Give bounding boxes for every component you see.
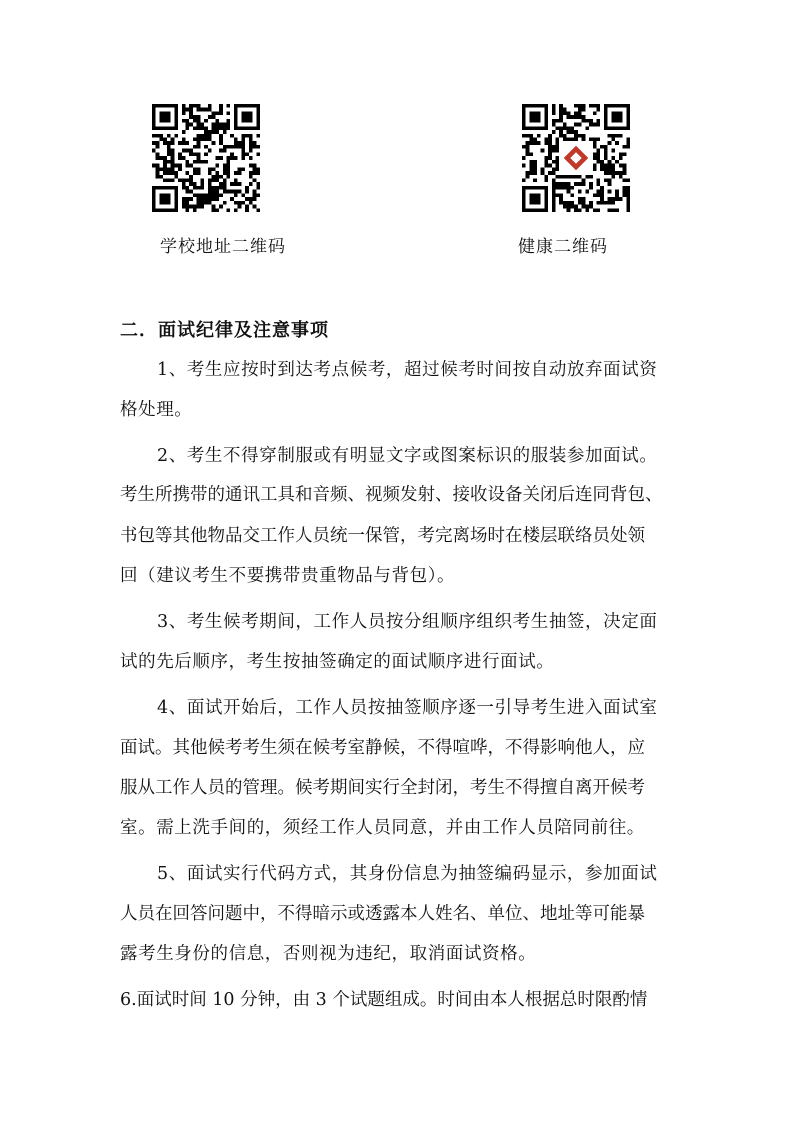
paragraph-line: 人员在回答问题中，不得暗示或透露本人姓名、单位、地址等可能暴: [120, 904, 645, 924]
paragraph-line: 3、考生候考期间，工作人员按分组顺序组织考生抽签，决定面: [157, 612, 658, 632]
paragraph-line: 考生所携带的通讯工具和音频、视频发射、接收设备关闭后连同背包、: [120, 485, 663, 505]
section-heading: 二．面试纪律及注意事项: [120, 320, 329, 341]
paragraph-line: 书包等其他物品交工作人员统一保管，考完离场时在楼层联络员处领: [120, 526, 645, 546]
paragraph-line: 试的先后顺序，考生按抽签确定的面试顺序进行面试。: [120, 652, 555, 672]
paragraph-line: 室。需上洗手间的，须经工作人员同意，并由工作人员陪同前往。: [120, 818, 645, 838]
qr-caption-health: 健康二维码: [518, 237, 608, 257]
paragraph-line: 6.面试时间 10 分钟，由 3 个试题组成。时间由本人根据总时限酌情: [120, 990, 648, 1010]
paragraph-line: 1、考生应按时到达考点候考，超过候考时间按自动放弃面试资: [157, 360, 658, 380]
paragraph-line: 4、面试开始后，工作人员按抽签顺序逐一引导考生进入面试室: [157, 698, 658, 718]
paragraph-line: 露考生身份的信息，否则视为违纪，取消面试资格。: [120, 944, 537, 964]
paragraph-line: 5、面试实行代码方式，其身份信息为抽签编码显示，参加面试: [157, 864, 658, 884]
paragraph-line: 2、考生不得穿制服或有明显文字或图案标识的服装参加面试。: [157, 446, 658, 466]
paragraph-line: 服从工作人员的管理。候考期间实行全封闭，考生不得擅自离开候考: [120, 778, 645, 798]
qr-caption-school-address: 学校地址二维码: [160, 237, 286, 257]
paragraph-line: 回（建议考生不要携带贵重物品与背包）。: [120, 566, 456, 586]
paragraph-line: 面试。其他候考考生须在候考室静候，不得喧哗，不得影响他人，应: [120, 738, 645, 758]
qr-code-health-icon: [522, 104, 630, 212]
qr-code-icon: [152, 104, 260, 212]
paragraph-line: 格处理。: [120, 400, 193, 420]
